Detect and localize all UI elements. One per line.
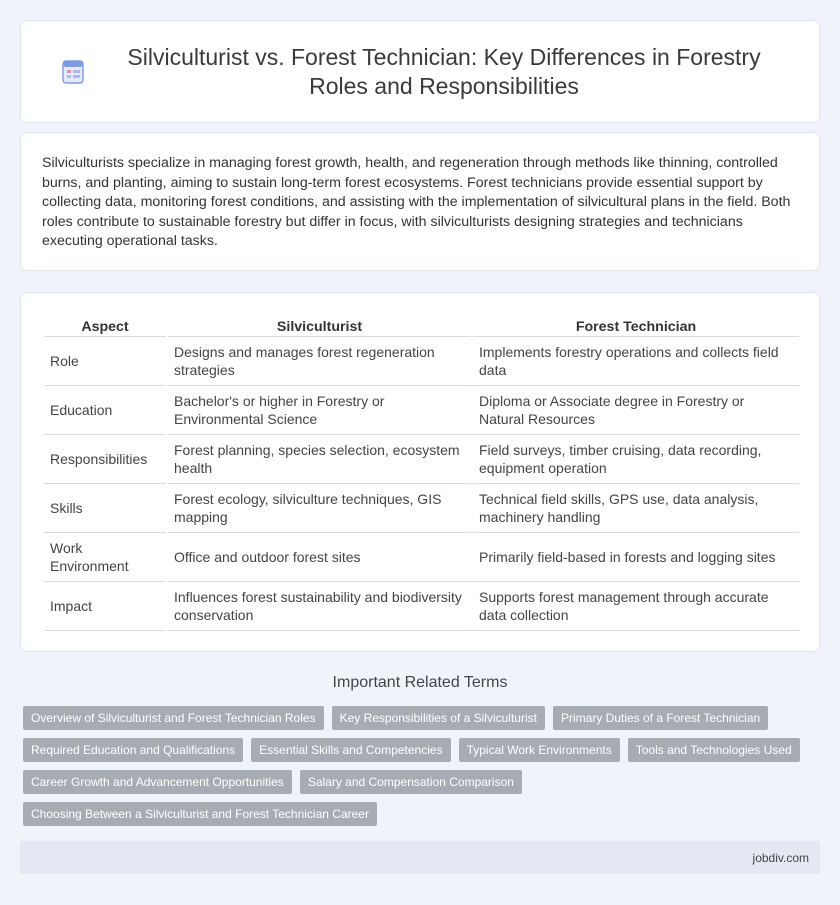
row-silviculturist: Forest planning, species selection, ecosystem health	[168, 435, 471, 484]
related-term-tag[interactable]: Tools and Technologies Used	[628, 738, 800, 762]
row-silviculturist: Influences forest sustainability and biodiversity conservation	[168, 582, 471, 631]
row-forest-technician: Field surveys, timber cruising, data recording, equipment operation	[473, 435, 799, 484]
comparison-table	[42, 311, 801, 631]
related-term-tag[interactable]: Typical Work Environments	[459, 738, 620, 762]
header-card	[20, 20, 820, 123]
related-terms-list	[23, 706, 803, 834]
row-silviculturist: Forest ecology, silviculture techniques, GIS mapping	[168, 484, 471, 533]
table-row	[44, 337, 799, 386]
row-forest-technician: Diploma or Associate degree in Forestry or Natural Resources	[473, 386, 799, 435]
row-aspect: Skills	[44, 484, 166, 533]
related-terms-title: Important Related Terms	[332, 674, 508, 691]
related-term-tag[interactable]: Overview of Silviculturist and Forest Technician Roles	[23, 706, 324, 730]
related-term-tag[interactable]: Key Responsibilities of a Silviculturist	[332, 706, 545, 730]
header-aspect: Aspect	[44, 311, 166, 337]
table-row	[44, 533, 799, 582]
page-title: Silviculturist vs. Forest Technician: Key Differences in Forestry Roles and Responsibilities	[127, 43, 761, 99]
tag-row	[23, 802, 803, 826]
footer-site-link[interactable]: jobdiv.com	[752, 850, 809, 865]
related-term-tag[interactable]: Essential Skills and Competencies	[251, 738, 450, 762]
tag-row	[23, 738, 803, 762]
row-silviculturist: Office and outdoor forest sites	[168, 533, 471, 582]
related-term-tag[interactable]: Primary Duties of a Forest Technician	[553, 706, 768, 730]
row-aspect: Education	[44, 386, 166, 435]
related-term-tag[interactable]: Choosing Between a Silviculturist and Forest Technician Career	[23, 802, 377, 826]
row-forest-technician: Technical field skills, GPS use, data analysis, machinery handling	[473, 484, 799, 533]
row-silviculturist: Bachelor's or higher in Forestry or Environmental Science	[168, 386, 471, 435]
row-forest-technician: Implements forestry operations and collects field data	[473, 337, 799, 386]
related-term-tag[interactable]: Salary and Compensation Comparison	[300, 770, 522, 794]
tag-row	[23, 706, 803, 730]
comparison-table-card	[20, 292, 820, 652]
intro-card	[20, 132, 820, 271]
row-forest-technician: Supports forest management through accurate data collection	[473, 582, 799, 631]
related-term-tag[interactable]: Career Growth and Advancement Opportunities	[23, 770, 292, 794]
table-row	[44, 582, 799, 631]
row-silviculturist: Designs and manages forest regeneration strategies	[168, 337, 471, 386]
row-aspect: Work Environment	[44, 533, 166, 582]
intro-text: Silviculturists specialize in managing forest growth, health, and regeneration through methods like thinning, controlled burns, and planting, aiming to sustain long-term forest ecosystems. Forest technicians provide essential support by collecting data, monitoring forest conditions, and assisting with the implementation of silvicultural plans in the field. Both roles contribute to sustainable forestry but differ in focus, with silviculturists designing strategies and technicians executing operational tasks.	[42, 155, 791, 250]
footer	[20, 841, 820, 874]
related-term-tag[interactable]: Required Education and Qualifications	[23, 738, 243, 762]
row-aspect: Responsibilities	[44, 435, 166, 484]
row-aspect: Role	[44, 337, 166, 386]
table-row	[44, 386, 799, 435]
document-icon	[60, 59, 86, 85]
tag-row	[23, 770, 803, 794]
header-silviculturist: Silviculturist	[168, 311, 471, 337]
table-header-row	[44, 311, 799, 337]
header-forest-technician: Forest Technician	[473, 311, 799, 337]
row-forest-technician: Primarily field-based in forests and logging sites	[473, 533, 799, 582]
table-row	[44, 484, 799, 533]
table-row	[44, 435, 799, 484]
row-aspect: Impact	[44, 582, 166, 631]
